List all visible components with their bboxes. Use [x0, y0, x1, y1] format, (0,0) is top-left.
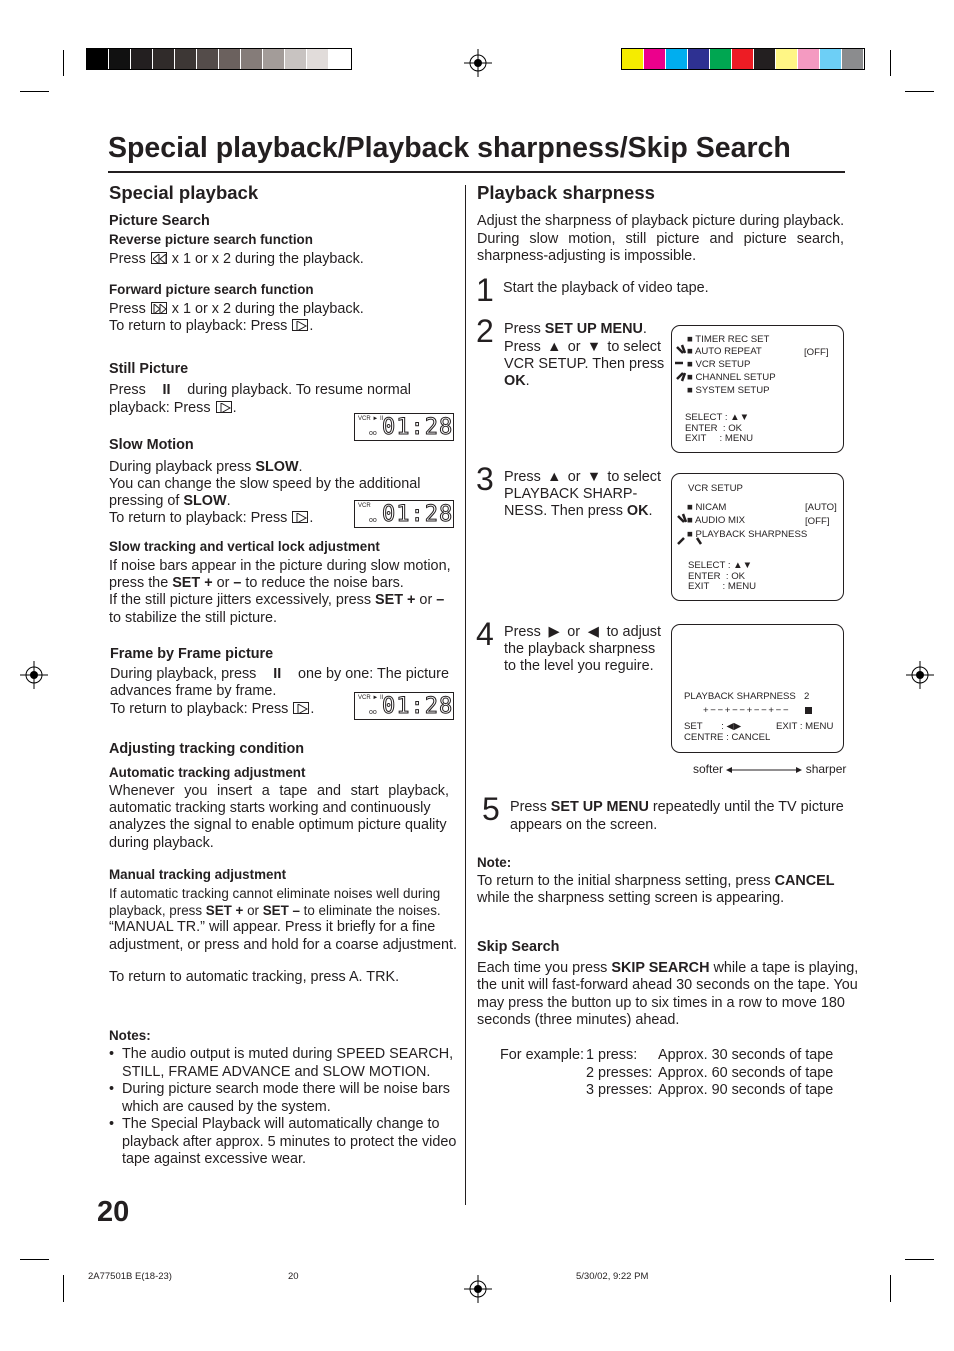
gray-swatch — [241, 49, 263, 69]
text-line: advances frame by frame. — [110, 683, 277, 699]
color-swatch — [732, 49, 754, 69]
sharpness-cursor — [805, 707, 812, 714]
text-line: VCR SETUP. Then press — [504, 356, 665, 372]
subheading: Frame by Frame picture — [110, 646, 274, 662]
note-line: STILL, FRAME ADVANCE and SLOW MOTION. — [122, 1063, 431, 1080]
menu-help: SELECT : ▲▼ — [685, 412, 750, 423]
highlight-cursor-icon — [674, 344, 694, 384]
menu-value: [OFF] — [804, 347, 829, 358]
registration-mark-icon — [904, 659, 936, 691]
color-swatch — [710, 49, 732, 69]
text-line: Press ▲ or ▼ to select — [504, 339, 661, 355]
menu-help: ENTER : OK — [688, 571, 746, 582]
scale-caption — [693, 762, 846, 776]
registration-mark-icon — [462, 47, 494, 79]
presses-label: 1 press: — [586, 1047, 638, 1063]
menu-help: ENTER : OK — [685, 423, 743, 434]
note-line: tape against excessive wear. — [122, 1151, 306, 1167]
menu-title: VCR SETUP — [688, 483, 743, 494]
text-line: Press ▲ or ▼ to select — [504, 469, 661, 485]
presses-label: 3 presses: — [586, 1082, 653, 1098]
up-arrow-icon: ▲ — [547, 339, 562, 355]
step-number: 5 — [482, 791, 500, 827]
menu-item: ■ TIMER REC SET — [687, 334, 770, 345]
vcr-display — [354, 500, 454, 528]
text-line: If noise bars appear in the picture during slow motion, — [109, 558, 451, 574]
vcr-display — [354, 413, 454, 441]
subheading: Reverse picture search function — [109, 232, 313, 247]
text-line: while the sharpness setting screen is appearing. — [477, 890, 785, 906]
gray-swatch — [175, 49, 197, 69]
section-heading: Special playback — [109, 182, 259, 203]
menu-help: EXIT : MENU — [776, 721, 834, 732]
osd-menu-setup — [671, 325, 844, 453]
text-line: press the SET + or – to reduce the noise bars. — [109, 575, 404, 591]
color-swatch — [754, 49, 776, 69]
crop-mark — [905, 1259, 934, 1260]
subheading: Picture Search — [109, 213, 210, 229]
color-swatch — [622, 49, 644, 69]
play-icon — [292, 511, 308, 523]
vcr-time: 01:28 — [382, 502, 454, 527]
subheading: Slow tracking and vertical lock adjustment — [109, 539, 380, 554]
gray-swatch — [263, 49, 285, 69]
note-line: which are caused by the system. — [122, 1098, 331, 1115]
color-swatch — [798, 49, 820, 69]
column-divider — [465, 185, 466, 1205]
text-line: Press x 1 or x 2 during the playback. — [109, 251, 364, 267]
text-line: the unit will fast-forward ahead 30 seconds on the tape. You — [477, 977, 858, 993]
registration-mark-icon — [18, 659, 50, 691]
osd-menu-vcr-setup — [671, 473, 844, 601]
right-arrow-icon: ▶ — [548, 624, 560, 640]
vcr-time: 01:28 — [382, 415, 454, 440]
down-arrow-icon: ▼ — [586, 339, 602, 355]
text-line: playback: Press . — [109, 400, 237, 416]
text-line: during playback. — [109, 835, 214, 851]
subheading: Manual tracking adjustment — [109, 867, 287, 882]
gray-swatch — [219, 49, 241, 69]
tape-icon: oo — [369, 709, 377, 716]
play-icon — [293, 702, 309, 714]
menu-help: EXIT : MENU — [685, 433, 754, 444]
menu-help: CENTRE : CANCEL — [684, 732, 771, 743]
subheading: Automatic tracking adjustment — [109, 765, 306, 780]
menu-item: ■ VCR SETUP — [687, 359, 751, 370]
color-swatch — [776, 49, 798, 69]
text-line: Adjust the sharpness of playback picture during playback. — [477, 213, 845, 229]
menu-item: ■ PLAYBACK SHARPNESS — [687, 529, 808, 540]
rewind-icon — [151, 252, 167, 264]
text-line: OK. — [504, 373, 530, 389]
menu-value: [OFF] — [805, 516, 830, 527]
down-arrow-icon: ▼ — [586, 469, 602, 485]
color-swatch — [688, 49, 710, 69]
duration-label: Approx. 60 seconds of tape — [658, 1064, 834, 1081]
text-line: To return to the initial sharpness setting, press CANCEL — [477, 873, 835, 889]
crop-mark — [63, 50, 64, 76]
vcr-time: 01:28 — [382, 694, 454, 719]
text-line: During slow motion, still picture and picture search, — [477, 231, 844, 247]
text-line: Whenever you insert a tape and start playback, — [109, 783, 449, 799]
text-line: To return to playback: Press . — [109, 510, 314, 526]
menu-help: SET : ◀▶ — [684, 721, 742, 732]
subheading: Still Picture — [109, 361, 189, 377]
pause-icon: II — [162, 382, 171, 398]
step-number: 4 — [476, 616, 494, 652]
color-bar — [621, 48, 865, 70]
sharpness-label: PLAYBACK SHARPNESS — [684, 691, 796, 702]
note-item — [109, 1116, 457, 1169]
highlight-cursor-icon — [675, 512, 705, 554]
duration-label: Approx. 90 seconds of tape — [658, 1082, 834, 1098]
footer-code: 2A77501B E(18-23) — [88, 1271, 172, 1282]
text-line: adjustment, or press and hold for a coarse adjustment. — [109, 937, 457, 953]
step-number: 1 — [476, 272, 494, 308]
sharpness-scale: + − − + − − + − − + − − — [703, 705, 789, 716]
text-line: automatic tracking starts working and continuously — [109, 800, 431, 816]
example-row — [586, 1082, 833, 1100]
grayscale-bar — [86, 48, 352, 70]
menu-item: ■ CHANNEL SETUP — [687, 372, 776, 383]
text-line: pressing of SLOW. — [109, 493, 231, 509]
gray-swatch — [307, 49, 329, 69]
subheading: Forward picture search function — [109, 282, 314, 297]
tape-icon: oo — [369, 517, 377, 524]
crop-mark — [890, 50, 891, 76]
text-line: During playback, press II one by one: The picture — [110, 666, 449, 682]
menu-item: ■ AUDIO MIX — [687, 515, 746, 526]
note-line: playback after approx. 5 minutes to protect the video — [122, 1133, 457, 1150]
example-row — [586, 1047, 833, 1065]
vcr-label: VCR ► II — [358, 416, 384, 422]
menu-item: ■ SYSTEM SETUP — [687, 385, 770, 396]
text-line: Start the playback of video tape. — [503, 280, 709, 296]
up-arrow-icon: ▲ — [547, 469, 562, 485]
text-line: To return to playback: Press . — [110, 701, 315, 717]
text-line: playback, press SET + or SET – to eliminate the noises. — [109, 903, 441, 918]
text-line: “MANUAL TR.” will appear. Press it briefly for a fine — [109, 919, 436, 935]
example-table — [586, 1047, 833, 1100]
text-line: Each time you press SKIP SEARCH while a tape is playing, — [477, 960, 859, 976]
text-line: sharpness-adjusting is impossible. — [477, 248, 697, 264]
registration-mark-icon — [462, 1273, 494, 1305]
page-number: 20 — [97, 1196, 130, 1228]
gray-swatch — [153, 49, 175, 69]
note-line: • During picture search mode there will be noise bars — [122, 1081, 450, 1097]
gray-swatch — [329, 49, 351, 69]
page-title: Special playback/Playback sharpness/Skip Search — [108, 132, 791, 164]
text-line: analyzes the signal to enable optimum picture quality — [109, 817, 447, 833]
vcr-label: VCR — [358, 503, 371, 509]
menu-help: SELECT : ▲▼ — [688, 560, 753, 571]
play-icon — [292, 319, 308, 331]
subheading: Adjusting tracking condition — [109, 741, 305, 757]
text-line: may press the button up to six times in a row to move 180 — [477, 995, 845, 1011]
vcr-label: VCR ► II — [358, 695, 384, 701]
text-line: To return to automatic tracking, press A. TRK. — [109, 969, 400, 985]
presses-label: 2 presses: — [586, 1064, 653, 1081]
color-swatch — [666, 49, 688, 69]
color-swatch — [644, 49, 666, 69]
play-icon — [216, 401, 232, 413]
gray-swatch — [109, 49, 131, 69]
crop-mark — [63, 1275, 64, 1302]
fast-forward-icon — [151, 302, 167, 314]
text-line: PLAYBACK SHARP- — [504, 486, 638, 502]
title-rule — [108, 171, 845, 173]
text-line: Press SET UP MENU repeatedly until the TV picture — [510, 799, 844, 815]
color-swatch — [820, 49, 842, 69]
softer-label: softer — [693, 762, 724, 776]
text-line: appears on the screen. — [510, 817, 658, 833]
notes-list — [109, 1046, 457, 1169]
gray-swatch — [131, 49, 153, 69]
text-line: seconds (three minutes) ahead. — [477, 1012, 680, 1028]
note-item — [109, 1081, 454, 1116]
osd-sharpness-adjust — [671, 624, 844, 753]
text-line: To return to playback: Press . — [109, 318, 314, 334]
note-line: • The audio output is muted during SPEED SEARCH, — [122, 1046, 454, 1062]
vcr-display — [354, 692, 454, 720]
menu-help: EXIT : MENU — [688, 581, 757, 592]
text-line: Press ▶ or ◀ to adjust — [504, 624, 661, 640]
pause-icon: II — [273, 666, 282, 682]
color-swatch — [842, 49, 864, 69]
footer-page: 20 — [288, 1271, 299, 1282]
example-row — [586, 1065, 833, 1083]
text-line: If the still picture jitters excessively, press SET + or – — [109, 592, 445, 608]
text-line: If automatic tracking cannot eliminate noises well during — [109, 886, 441, 901]
text-line: Press x 1 or x 2 during the playback. — [109, 301, 364, 317]
text-line: During playback press SLOW. — [109, 459, 303, 475]
text-line: You can change the slow speed by the additional — [109, 476, 421, 492]
menu-value: [AUTO] — [805, 502, 837, 513]
text-line: Press SET UP MENU. — [504, 321, 647, 337]
footer-date: 5/30/02, 9:22 PM — [576, 1271, 649, 1282]
sharpness-value: 2 — [804, 691, 810, 702]
text-line: Press II during playback. To resume normal — [109, 382, 411, 398]
notes-title: Notes: — [109, 1028, 151, 1043]
example-label: For example: — [500, 1047, 584, 1063]
note-line: • The Special Playback will automatically change to — [122, 1116, 440, 1132]
crop-mark — [905, 91, 934, 92]
step-number: 3 — [476, 461, 494, 497]
gray-swatch — [87, 49, 109, 69]
text-line: to the level you reguire. — [504, 658, 654, 674]
section-heading: Playback sharpness — [477, 182, 655, 203]
note-item — [109, 1046, 454, 1081]
gray-swatch — [197, 49, 219, 69]
subheading: Skip Search — [477, 939, 560, 955]
text-line: NESS. Then press OK. — [504, 503, 653, 519]
step-number: 2 — [476, 313, 494, 349]
tape-icon: oo — [369, 430, 377, 437]
menu-item: ■ AUTO REPEAT — [687, 346, 762, 357]
duration-label: Approx. 30 seconds of tape — [658, 1047, 834, 1063]
crop-mark — [20, 1259, 49, 1260]
text-line: the playback sharpness — [504, 641, 656, 657]
crop-mark — [20, 91, 49, 92]
text-line: to stabilize the still picture. — [109, 610, 277, 626]
note-title: Note: — [477, 855, 512, 870]
double-arrow-icon — [726, 766, 802, 774]
subheading: Slow Motion — [109, 437, 194, 453]
sharper-label: sharper — [805, 762, 847, 776]
left-arrow-icon: ◀ — [587, 624, 599, 640]
crop-mark — [890, 1275, 891, 1302]
menu-item: ■ NICAM — [687, 502, 727, 513]
gray-swatch — [285, 49, 307, 69]
